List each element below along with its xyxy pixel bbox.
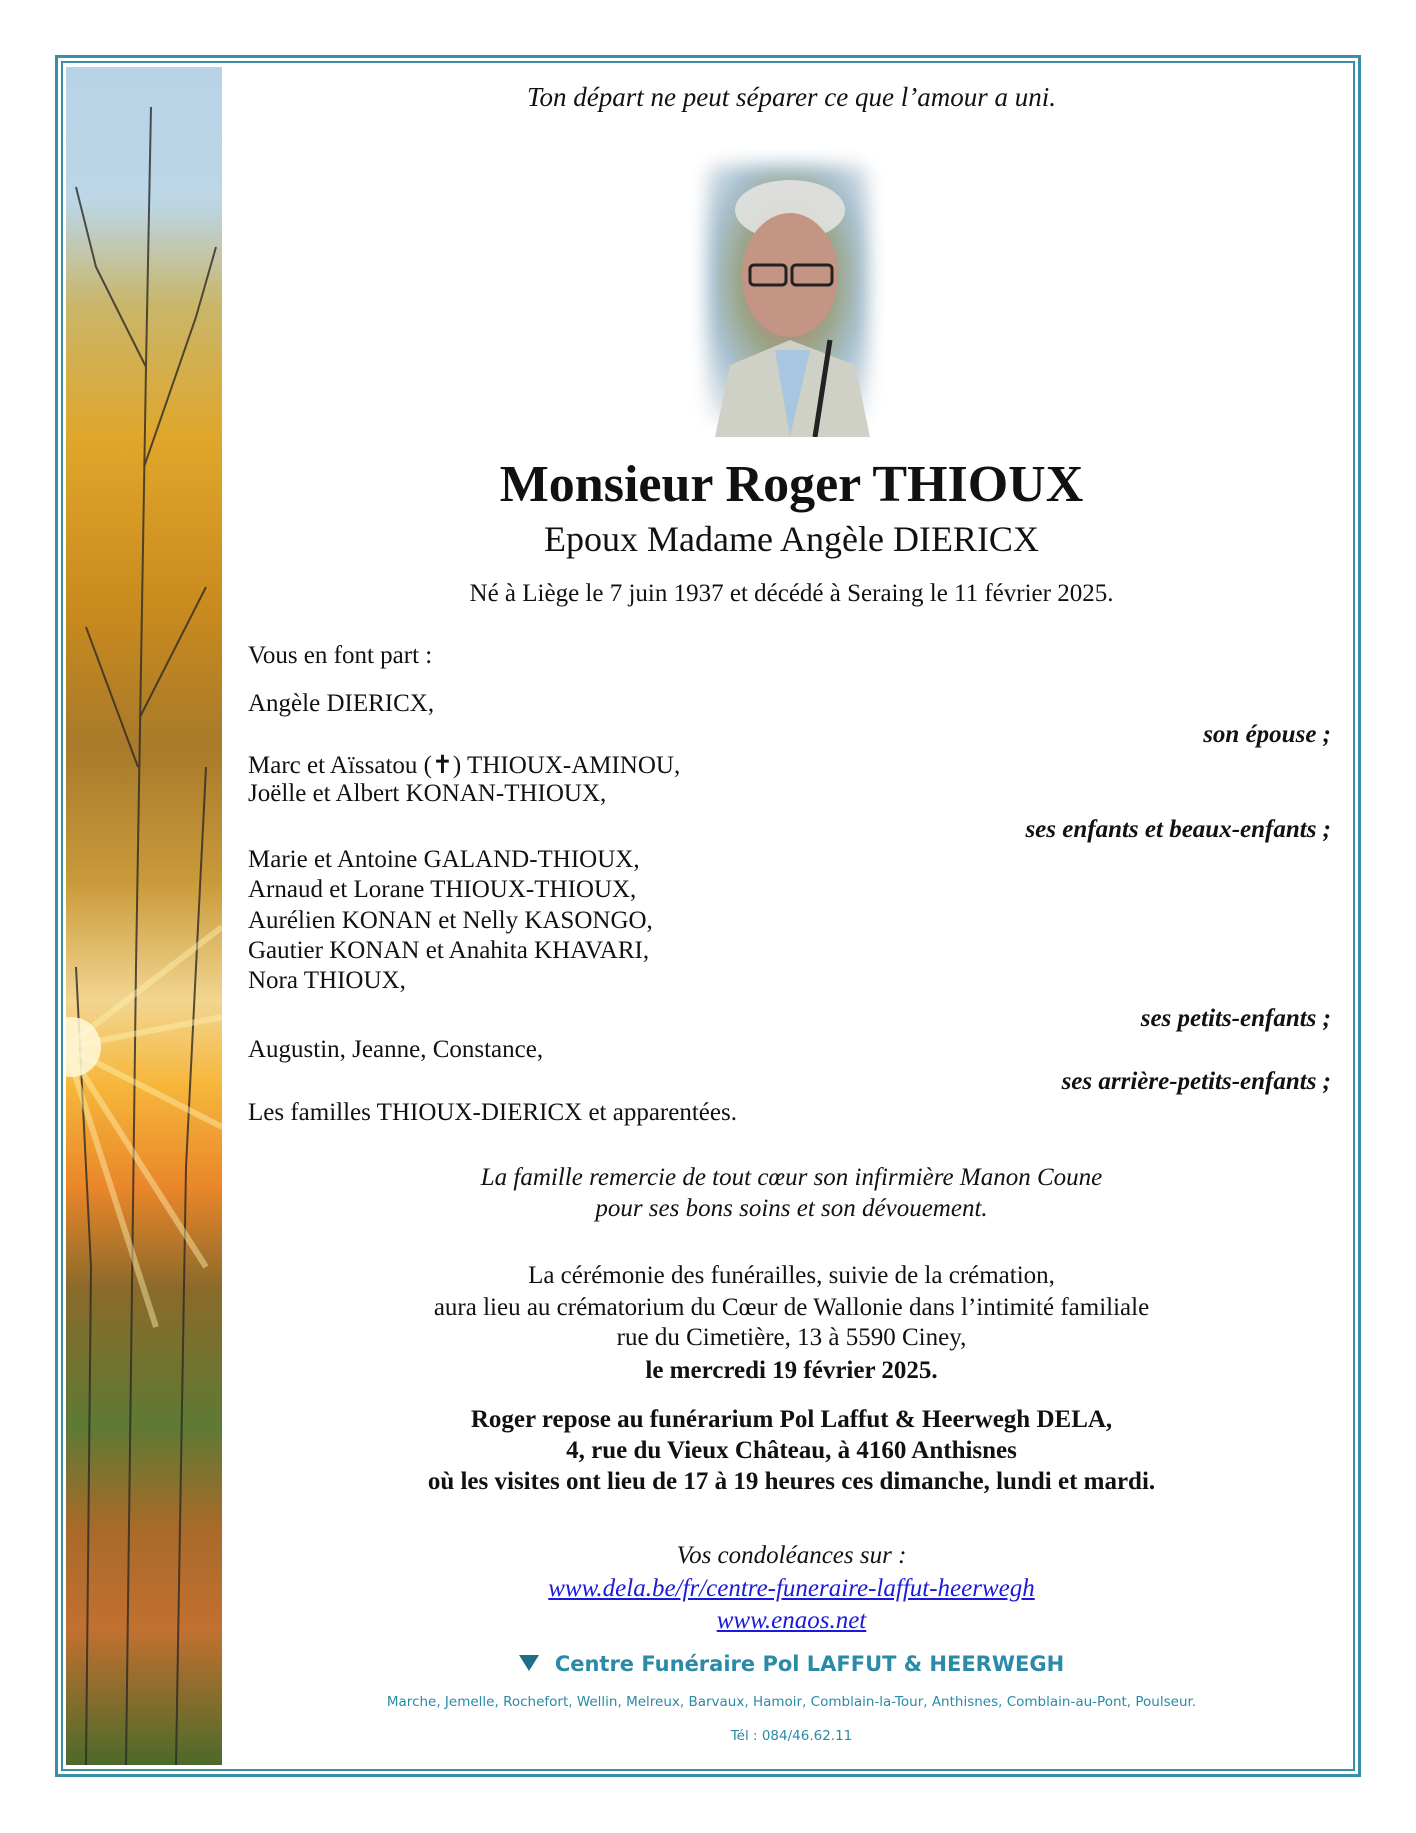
family-member: Aurélien KONAN et Nelly KASONGO,: [248, 907, 653, 934]
family-member: Joëlle et Albert KONAN-THIOUX,: [248, 780, 607, 807]
visitation-line: où les visites ont lieu de 17 à 19 heures ces dimanche, lundi et mardi.: [427, 1468, 1156, 1495]
company-name: [222, 1652, 1361, 1676]
company-name-text: Centre Funéraire Pol LAFFUT & HEERWEGH: [554, 1652, 1065, 1676]
ceremony-line: La cérémonie des funérailles, suivie de la crémation,: [528, 1262, 1055, 1289]
triangle-down-icon: [519, 1655, 539, 1671]
ceremony-date: le mercredi 19 février 2025.: [645, 1357, 938, 1384]
portrait-photo: [690, 150, 885, 437]
tagline: Ton départ ne peut séparer ce que l’amour a uni.: [527, 82, 1056, 112]
family-member: Augustin, Jeanne, Constance,: [248, 1036, 544, 1063]
family-member: Marc et Aïssatou (✝) THIOUX-AMINOU,: [248, 752, 681, 779]
thanks-line: pour ses bons soins et son dévouement.: [595, 1195, 988, 1222]
relation-label: ses enfants et beaux-enfants ;: [1025, 816, 1331, 843]
ceremony-line: aura lieu au crématorium du Cœur de Wallonie dans l’intimité familiale: [433, 1294, 1150, 1321]
relation-label: ses arrière-petits-enfants ;: [1061, 1068, 1331, 1095]
intro-text: Vous en font part :: [248, 642, 433, 669]
dela-link[interactable]: www.dela.be/fr/centre-funeraire-laffut-heerwegh: [548, 1575, 1035, 1602]
spouse-line: Epoux Madame Angèle DIERICX: [544, 519, 1039, 559]
deceased-name: Monsieur Roger THIOUX: [499, 456, 1084, 513]
family-member: Nora THIOUX,: [248, 967, 406, 994]
visitation-line: 4, rue du Vieux Château, à 4160 Anthisnes: [566, 1437, 1017, 1464]
company-towns: Marche, Jemelle, Rochefort, Wellin, Melreux, Barvaux, Hamoir, Comblain-la-Tour, Anthisnes, Comblain-au-Pont, Poulseur.: [386, 1694, 1197, 1710]
enaos-link[interactable]: www.enaos.net: [716, 1607, 867, 1634]
family-member: Marie et Antoine GALAND-THIOUX,: [248, 846, 640, 873]
relation-label: ses petits-enfants ;: [1140, 1005, 1331, 1032]
company-phone: Tél : 084/46.62.11: [730, 1728, 853, 1744]
family-member: Angèle DIERICX,: [248, 690, 435, 717]
condolences-label: Vos condoléances sur :: [676, 1542, 907, 1569]
thanks-line: La famille remercie de tout cœur son infirmière Manon Coune: [480, 1164, 1103, 1191]
family-member: Gautier KONAN et Anahita KHAVARI,: [248, 937, 650, 964]
family-member: Arnaud et Lorane THIOUX-THIOUX,: [248, 876, 637, 903]
ceremony-line: rue du Cimetière, 13 à 5590 Ciney,: [616, 1324, 967, 1351]
autumn-forest-image: [66, 67, 222, 1765]
birth-death-line: Né à Liège le 7 juin 1937 et décédé à Seraing le 11 février 2025.: [469, 580, 1114, 607]
relation-label: son épouse ;: [1203, 721, 1331, 748]
visitation-line: Roger repose au funérarium Pol Laffut & Heerwegh DELA,: [470, 1406, 1113, 1433]
families-line: Les familles THIOUX-DIERICX et apparentées.: [248, 1099, 737, 1126]
